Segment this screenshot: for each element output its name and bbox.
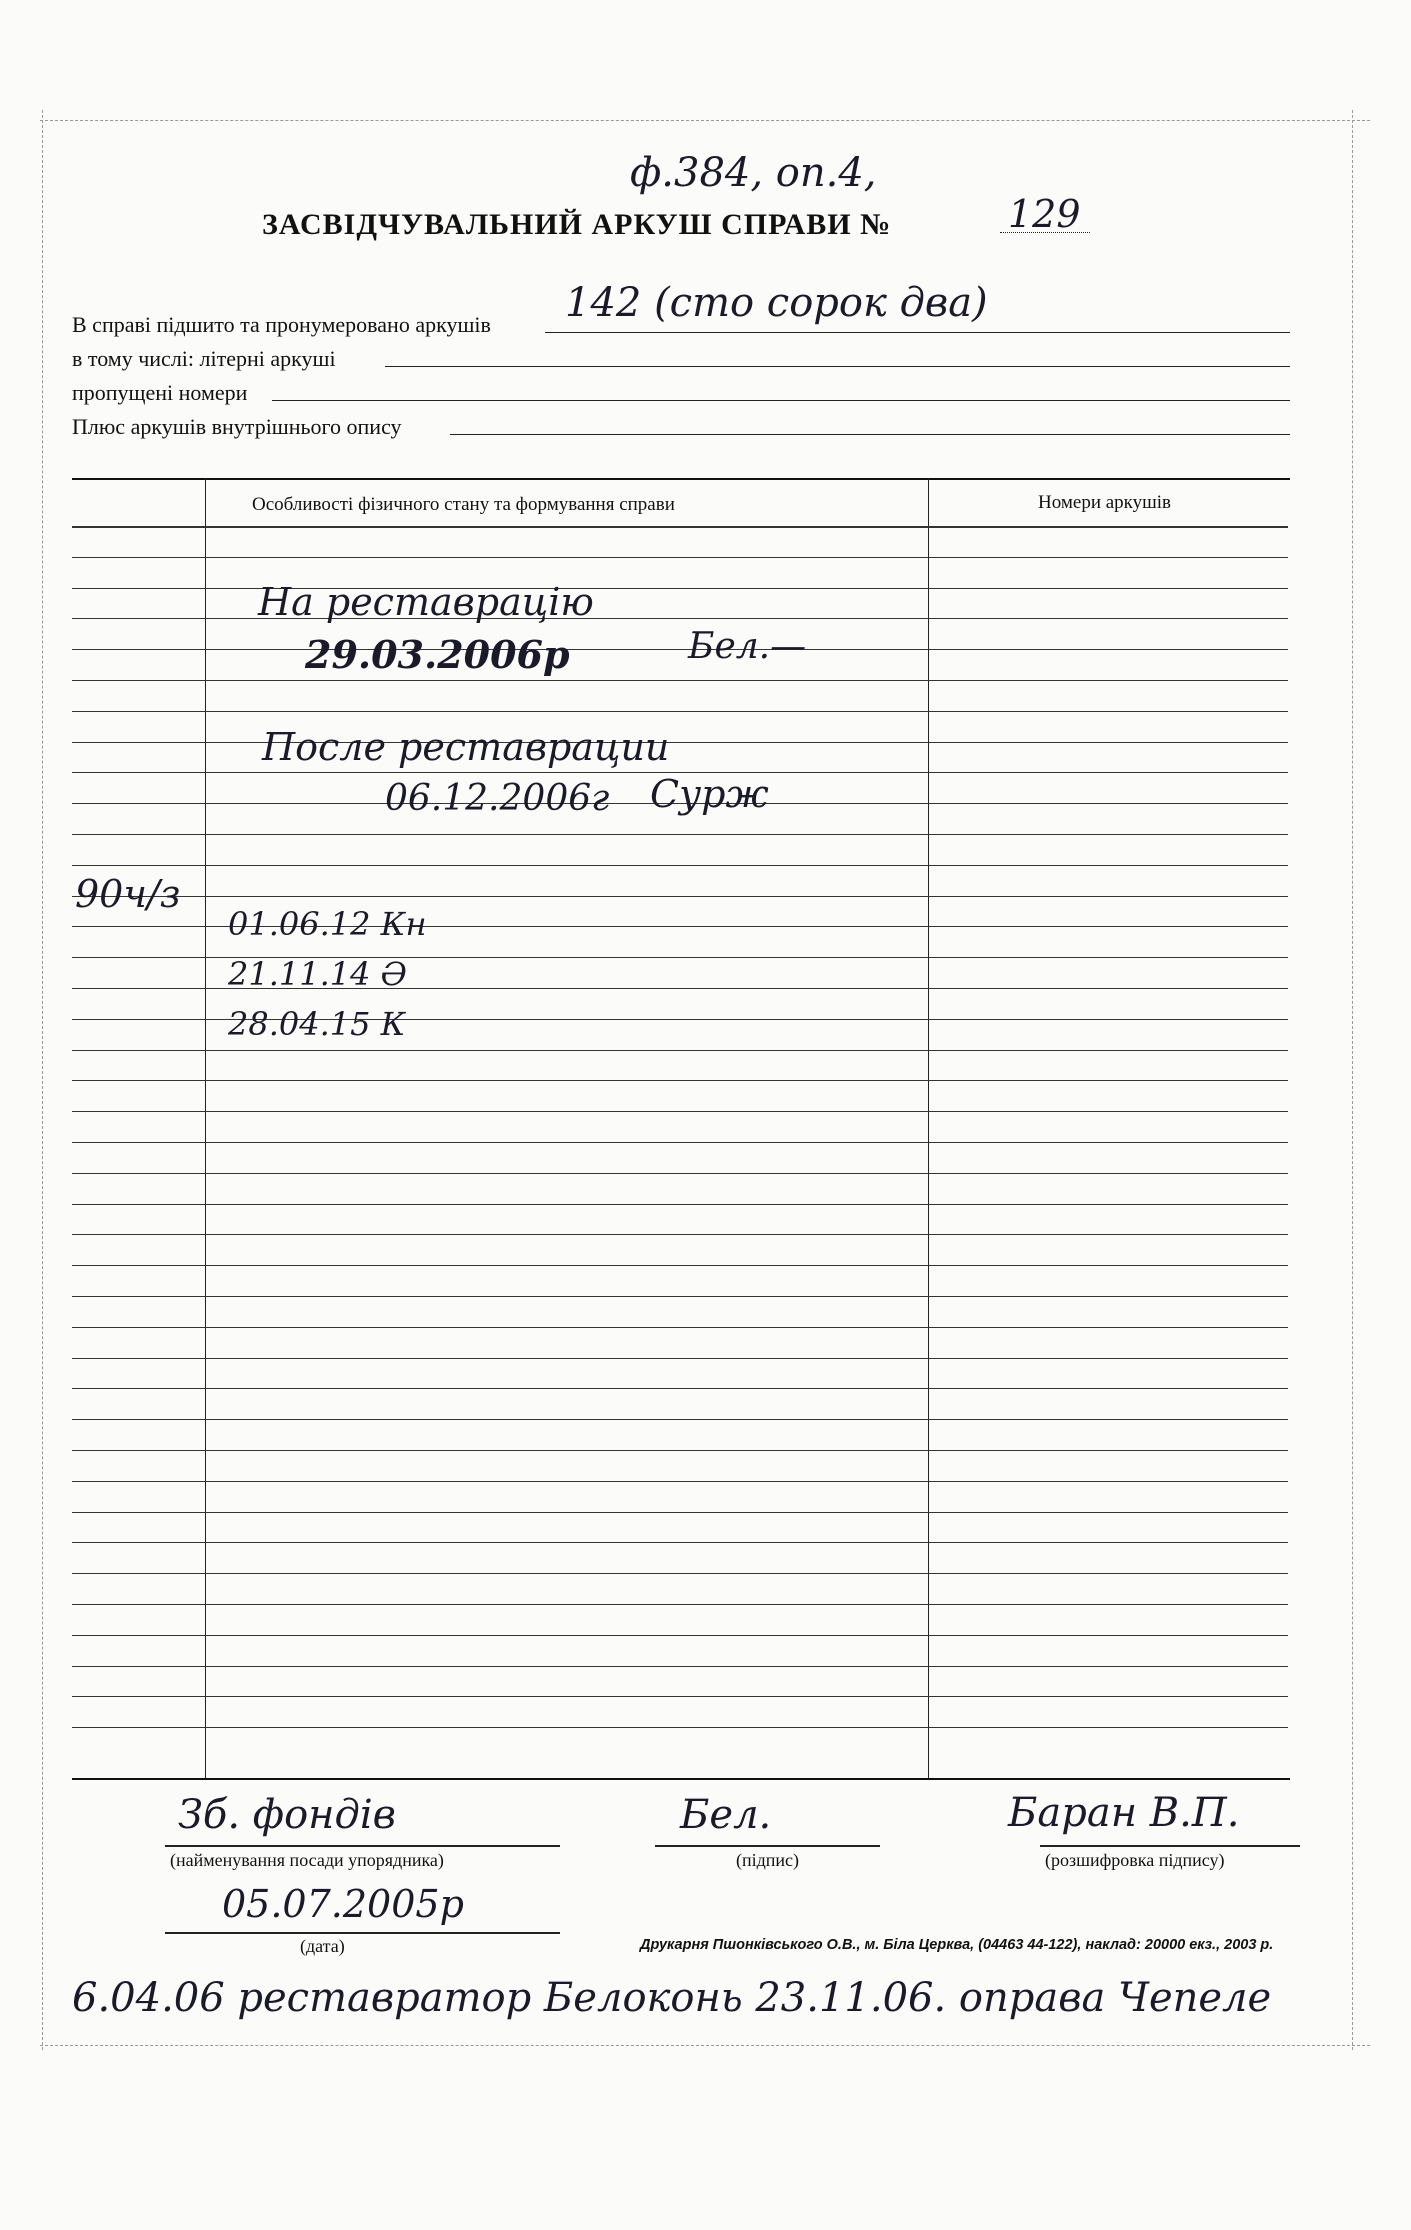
table-ruled-line bbox=[72, 1419, 1288, 1420]
field-label-sheets: В справі підшито та пронумеровано аркушів bbox=[72, 312, 491, 337]
field-value-sheets: 142 (сто сорок два) bbox=[565, 280, 988, 326]
signature-line bbox=[655, 1845, 880, 1847]
table-divider-left bbox=[205, 478, 206, 1778]
table-header-condition: Особливості фізичного стану та формування справи bbox=[252, 494, 675, 515]
field-line-inventory-sheets bbox=[450, 434, 1290, 435]
table-ruled-line bbox=[72, 618, 1288, 619]
scan-edge-left bbox=[42, 110, 43, 2050]
signature-name: Баран В.П. bbox=[1008, 1790, 1240, 1836]
table-bottom-border bbox=[72, 1778, 1290, 1780]
table-ruled-line bbox=[72, 1481, 1288, 1482]
case-number-line bbox=[1000, 232, 1090, 233]
signature-date-caption: (дата) bbox=[300, 1936, 345, 1956]
entry-after-restoration: После реставрации bbox=[262, 725, 670, 769]
table-ruled-line bbox=[72, 649, 1288, 650]
table-ruled-line bbox=[72, 1173, 1288, 1174]
entry-restoration-sent-signature: Бел.— bbox=[688, 626, 807, 667]
table-ruled-line bbox=[72, 1573, 1288, 1574]
entry-after-restoration-signature: Сурж bbox=[650, 772, 769, 816]
table-ruled-line bbox=[72, 1604, 1288, 1605]
signature-position: Зб. фондів bbox=[178, 1792, 396, 1838]
scan-edge-bottom bbox=[40, 2045, 1370, 2046]
table-ruled-line bbox=[72, 1327, 1288, 1328]
field-label-missing-numbers: пропущені номери bbox=[72, 380, 248, 405]
table-ruled-line bbox=[72, 1635, 1288, 1636]
case-number: 129 bbox=[1008, 192, 1081, 236]
table-ruled-line bbox=[72, 1080, 1288, 1081]
table-ruled-line bbox=[72, 1358, 1288, 1359]
table-ruled-line bbox=[72, 557, 1288, 558]
form-title: ЗАСВІДЧУВАЛЬНИЙ АРКУШ СПРАВИ № bbox=[262, 208, 892, 241]
table-ruled-line bbox=[72, 711, 1288, 712]
field-line-missing-numbers bbox=[272, 400, 1290, 401]
table-ruled-line bbox=[72, 1512, 1288, 1513]
table-ruled-line bbox=[72, 1542, 1288, 1543]
table-ruled-line bbox=[72, 896, 1288, 897]
signature-position-line bbox=[165, 1845, 560, 1847]
table-ruled-line bbox=[72, 834, 1288, 835]
table-ruled-line bbox=[72, 680, 1288, 681]
table-ruled-line bbox=[72, 1111, 1288, 1112]
scan-edge-right bbox=[1352, 110, 1353, 2050]
table-divider-right bbox=[928, 478, 929, 1778]
signature-date-line bbox=[165, 1932, 560, 1934]
table-top-border bbox=[72, 478, 1290, 480]
table-header-underline bbox=[72, 526, 1288, 528]
field-label-letter-sheets: в тому числі: літерні аркуші bbox=[72, 346, 336, 371]
table-ruled-line bbox=[72, 1450, 1288, 1451]
entry-check-date-3: 28.04.15 К bbox=[228, 1005, 406, 1043]
table-ruled-line bbox=[72, 865, 1288, 866]
signature-name-caption: (розшифровка підпису) bbox=[1045, 1850, 1225, 1870]
entry-restoration-sent-date: 29.03.2006р bbox=[305, 632, 570, 677]
table-ruled-line bbox=[72, 1388, 1288, 1389]
table-ruled-line bbox=[72, 1142, 1288, 1143]
table-ruled-line bbox=[72, 1727, 1288, 1728]
table-ruled-line bbox=[72, 1234, 1288, 1235]
table-ruled-line bbox=[72, 1296, 1288, 1297]
printer-note: Друкарня Пшонківського О.В., м. Біла Церква, (04463 44-122), наклад: 20000 екз., 2003 р. bbox=[640, 1937, 1274, 1953]
table-ruled-line bbox=[72, 1265, 1288, 1266]
field-line-letter-sheets bbox=[385, 366, 1290, 367]
table-ruled-line bbox=[72, 742, 1288, 743]
table-ruled-line bbox=[72, 1696, 1288, 1697]
table-ruled-line bbox=[72, 1666, 1288, 1667]
archive-reference: ф.384, оп.4, bbox=[630, 150, 877, 196]
field-line-sheets bbox=[545, 332, 1290, 333]
entry-margin-note: 90ч/з bbox=[75, 872, 181, 916]
entry-check-date-2: 21.11.14 Ә bbox=[228, 955, 407, 993]
field-label-inventory-sheets: Плюс аркушів внутрішнього опису bbox=[72, 414, 402, 439]
signature-mark: Бел. bbox=[680, 1792, 772, 1838]
entry-after-restoration-date: 06.12.2006г bbox=[385, 778, 610, 819]
table-ruled-line bbox=[72, 1050, 1288, 1051]
signature-position-caption: (найменування посади упорядника) bbox=[170, 1850, 444, 1870]
bottom-handwritten-note: 6.04.06 реставратор Белоконь 23.11.06. оправа Чепеле bbox=[72, 1975, 1272, 2021]
signature-name-line bbox=[1040, 1845, 1300, 1847]
table-ruled-line bbox=[72, 1204, 1288, 1205]
scan-edge-top bbox=[40, 120, 1370, 121]
signature-caption: (підпис) bbox=[736, 1850, 800, 1870]
table-header-sheet-numbers: Номери аркушів bbox=[1038, 492, 1172, 513]
signature-date: 05.07.2005р bbox=[222, 1882, 464, 1926]
table-ruled-line bbox=[72, 588, 1288, 589]
entry-restoration-sent: На реставрацію bbox=[258, 580, 594, 624]
entry-check-date-1: 01.06.12 Кн bbox=[228, 905, 427, 943]
